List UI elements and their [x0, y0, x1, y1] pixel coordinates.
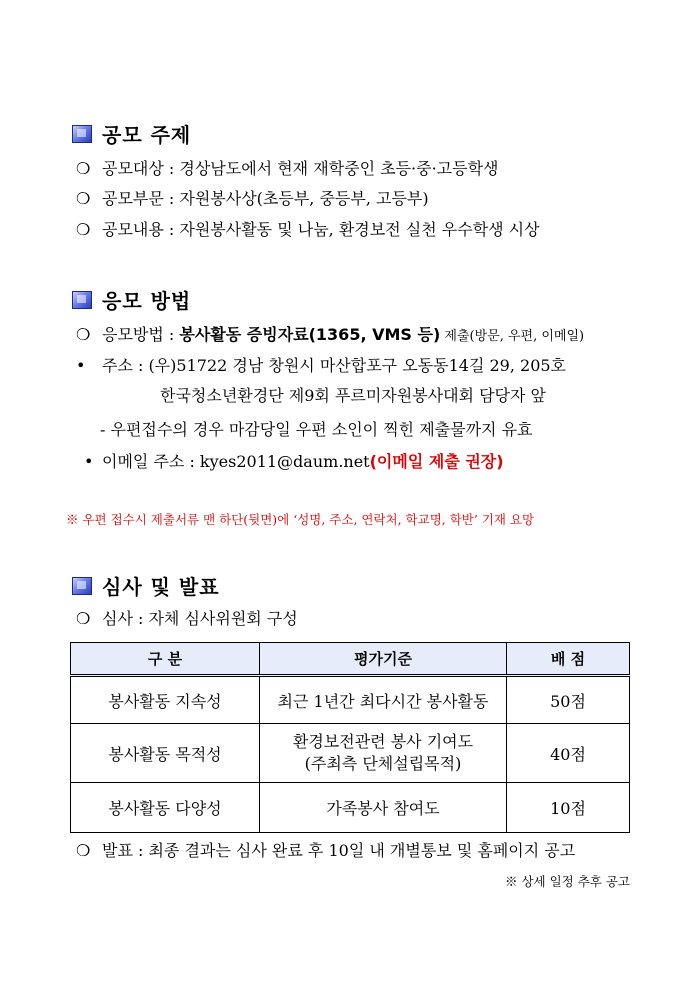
- email-text: 이메일 주소 : kyes2011@daum.net: [102, 452, 370, 471]
- score-cell: 40점: [507, 724, 630, 783]
- table-header-row: [71, 643, 630, 676]
- category-cell: 봉사활동 다양성: [71, 783, 260, 833]
- section-heading-method: [72, 285, 191, 314]
- item-text: 공모부문 : 자원봉사상(초등부, 중등부, 고등부): [102, 189, 429, 208]
- section-title: 공모 주제: [102, 123, 192, 147]
- section-heading-theme: [72, 119, 191, 148]
- submission-notice: ※ 우편 접수시 제출서류 맨 하단(뒷면)에 ‘성명, 주소, 연락처, 학교명, 학반’ 기재 요망: [66, 512, 535, 527]
- address-text: 주소 : (우)51722 경남 창원시 마산합포구 오동동14길 29, 205호: [102, 356, 567, 375]
- table-row: [71, 724, 630, 783]
- circle-bullet-icon: ❍: [76, 609, 91, 628]
- postal-note: - 우편접수의 경우 마감당일 우편 소인이 찍힌 제출물까지 유효: [100, 420, 533, 439]
- blue-square-icon: [72, 291, 92, 309]
- schedule-note: ※ 상세 일정 추후 공고: [505, 874, 630, 889]
- criteria-line: (주최측 단체설립목적): [304, 754, 462, 773]
- blue-square-icon: [72, 577, 92, 595]
- column-header: 배 점: [507, 643, 630, 676]
- evaluation-table: [70, 642, 630, 833]
- category-cell: 봉사활동 지속성: [71, 676, 260, 724]
- circle-bullet-icon: ❍: [76, 325, 91, 344]
- blue-square-icon: [72, 125, 92, 143]
- review-line: [76, 606, 298, 629]
- criteria-line: 환경보전관련 봉사 기여도: [292, 732, 474, 751]
- email-recommend: (이메일 제출 권장): [369, 452, 504, 471]
- circle-bullet-icon: ❍: [76, 159, 91, 178]
- circle-bullet-icon: ❍: [76, 841, 91, 860]
- dot-bullet-icon: •: [84, 452, 94, 471]
- section-title: 응모 방법: [102, 289, 192, 313]
- email-line: [84, 449, 504, 472]
- dot-bullet-icon: •: [76, 356, 86, 375]
- item-text: 공모내용 : 자원봉사활동 및 나눔, 환경보전 실천 우수학생 시상: [102, 220, 540, 239]
- address-recipient: 한국청소년환경단 제9회 푸르미자원봉사대회 담당자 앞: [160, 386, 547, 405]
- category-cell: 봉사활동 목적성: [71, 724, 260, 783]
- method-prefix: 응모방법 :: [102, 325, 180, 344]
- criteria-cell: 가족봉사 참여도: [260, 783, 507, 833]
- list-item: [76, 156, 498, 179]
- method-bold-text: 봉사활동 증빙자료(1365, VMS 등): [179, 325, 441, 344]
- item-text: 공모대상 : 경상남도에서 현재 재학중인 초등·중·고등학생: [102, 159, 499, 178]
- method-suffix: 제출(방문, 우편, 이메일): [440, 329, 585, 344]
- list-item: [76, 186, 429, 209]
- score-cell: 10점: [507, 783, 630, 833]
- method-line: [76, 322, 584, 345]
- section-heading-review: [72, 571, 220, 600]
- circle-bullet-icon: ❍: [76, 220, 91, 239]
- list-item: [76, 217, 540, 240]
- announce-text: 발표 : 최종 결과는 심사 완료 후 10일 내 개별통보 및 홈페이지 공고: [102, 841, 576, 860]
- score-cell: 50점: [507, 676, 630, 724]
- table-row: [71, 676, 630, 724]
- address-line: [76, 353, 566, 376]
- section-title: 심사 및 발표: [102, 575, 220, 599]
- column-header: 구 분: [71, 643, 260, 676]
- criteria-cell: 최근 1년간 최다시간 봉사활동: [260, 676, 507, 724]
- address-line-2: [160, 383, 546, 406]
- criteria-cell: [260, 724, 507, 783]
- announce-line: [76, 838, 575, 861]
- circle-bullet-icon: ❍: [76, 189, 91, 208]
- column-header: 평가기준: [260, 643, 507, 676]
- table-row: [71, 783, 630, 833]
- review-text: 심사 : 자체 심사위원회 구성: [102, 609, 298, 628]
